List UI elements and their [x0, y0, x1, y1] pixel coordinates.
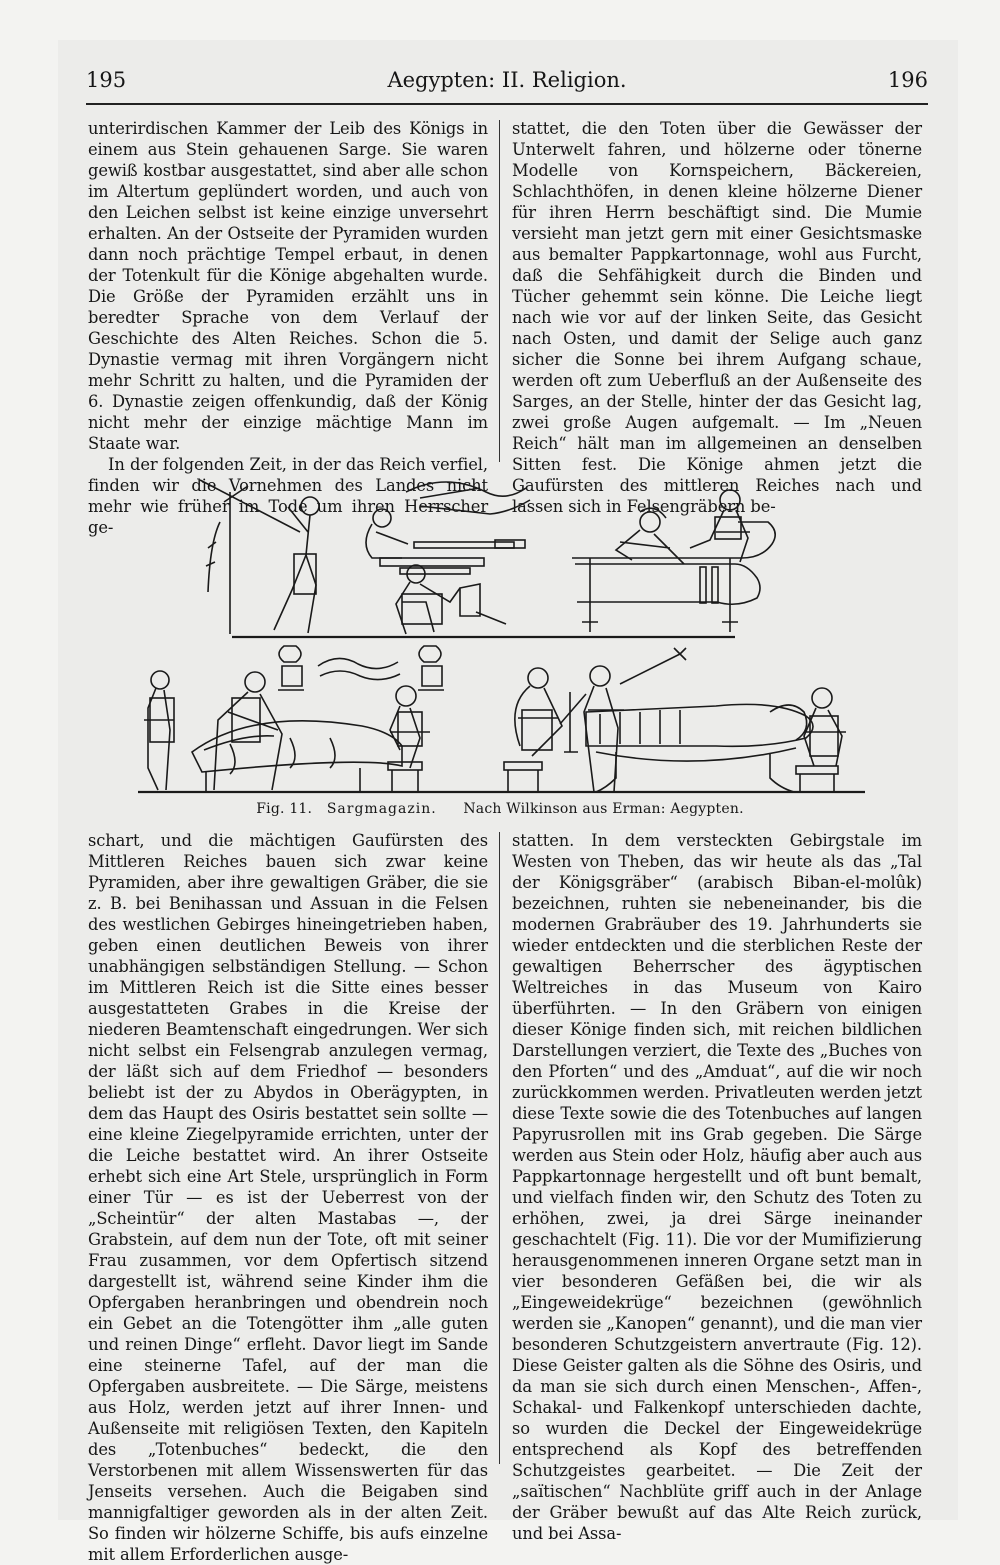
paragraph: In der folgenden Zeit, in der das Reich verfiel, finden wir die Vornehmen des Landes nicht mehr wie früher im Tode um ihren Herrscher ge- [88, 455, 488, 537]
column-top-left [88, 118, 488, 537]
paragraph: statten. In dem versteckten Gebirgstale im Westen von Theben, das wir heute als das „Tal der Königsgräber“ (arabisch Biban-el-molûk) bezeichnen, ruhten sie nebeneinander, bis die modernen Grabräuber des 19. Jahrhunderts sie wieder entdeckten und die sterblichen Reste der gewaltigen Beherrscher des ägyptischen Weltreiches in das Museum von Kairo überführten. — In den Gräbern von einigen dieser Könige finden sich, mit reichen bildlichen Darstellungen verziert, die Texte des „Buches von den Pforten“ und des „Amduat“, auf die wir noch zurückkommen werden. Privatleuten werden jetzt diese Texte sowie die des Totenbuches auf langen Papyrusrollen mit ins Grab gegeben. Die Särge werden aus Stein oder Holz, häufig aber auch aus Pappkartonnage hergestellt und oft bunt bemalt, und vielfach finden wir, den Schutz des Toten zu erhöhen, zwei, ja drei Särge ineinander geschachtelt (Fig. 11). Die vor der Mumifizierung herausgenommenen inneren Organe setzt man in vier besonderen Gefäßen bei, die wir als „Eingeweidekrüge“ bezeichnen (gewöhnlich werden sie „Kanopen“ genannt), und die man vier besonderen Schutzgeistern anvertraute (Fig. 12). Diese Geister galten als die Söhne des Osiris, und da man sie sich durch einen Menschen-, Affen-, Schakal- und Falkenkopf unterschieden dachte, so wurden die Deckel der Eingeweidekrüge entsprechend als Kopf des betreffenden Schutzgeistes gearbeitet. — Die Zeit der „saïtischen“ Nachblüte griff auch in der Anlage der Gräber bewußt auf das Alte Reich zurück, und bei Assa- [512, 831, 922, 1543]
figure-source: Nach Wilkinson aus Erman: Aegypten. [463, 801, 744, 817]
coffin-workshop-illustration [120, 462, 880, 797]
paragraph: schart, und die mächtigen Gaufürsten des Mittleren Reiches bauen sich zwar keine Pyramiden, aber ihre gewaltigen Gräber, die sie z. B. bei Benihassan und Assuan in die Felsen des westlichen Gebirges hineingetrieben haben, geben einen deutlichen Beweis von ihrer unabhängigen selbständigen Stellung. — Schon im Mittleren Reich ist die Sitte eines besser ausgestatteten Grabes in die Kreise der niederen Beamtenschaft eingedrungen. Wer sich nicht selbst ein Felsengrab anzulegen vermag, der läßt sich auf dem Friedhof — besonders beliebt ist der zu Abydos in Oberägypten, in dem das Haupt des Osiris bestattet sein sollte — eine kleine Ziegelpyramide errichten, unter der die Leiche bestattet wird. An ihrer Ostseite erhebt sich eine Art Stele, ursprünglich in Form einer Tür — es ist der Ueberrest von der „Scheintür“ der alten Mastabas —, der Grabstein, auf dem nun der Tote, oft mit seiner Frau zusammen, vor dem Opfertisch sitzend dargestellt ist, während seine Kinder ihm die Opfergaben heranbringen und obendrein noch ein Gebet an die Totengötter ihm „alle guten und reinen Dinge“ erfleht. Davor liegt im Sande eine steinerne Tafel, auf der man die Opfergaben ausbreitete. — Die Särge, meistens aus Holz, werden jetzt auf ihrer Innen- und Außenseite mit religiösen Texten, den Kapiteln des „Totenbuches“ bedeckt, die den Verstorbenen mit allem Wissenswerten für das Jenseits versehen. Auch die Beigaben sind mannigfaltiger geworden als in der alten Zeit. So finden wir hölzerne Schiffe, bis aufs einzelne mit allem Erforderlichen ausge- [88, 831, 488, 1564]
figure-illustration [120, 462, 880, 797]
column-divider [499, 832, 500, 1464]
running-header [86, 68, 928, 102]
page-number-right: 196 [887, 68, 928, 92]
page-number-left: 195 [86, 68, 127, 92]
figure-number: Fig. 11. [256, 801, 313, 817]
column-bottom-right [512, 830, 922, 1543]
header-rule [86, 103, 928, 105]
column-divider [499, 120, 500, 462]
paragraph: stattet, die den Toten über die Gewässer der Unterwelt fahren, und hölzerne oder tönerne Modelle von Kornspeichern, Bäckereien, Schlachthöfen, in denen kleine hölzerne Diener für ihren Herrn beschäftigt sind. Die Mumie versieht man jetzt gern mit einer Gesichtsmaske aus bemalter Pappkartonnage, wohl aus Furcht, daß die Sehfähigkeit durch die Binden und Tücher gehemmt sein könne. Die Leiche liegt nach wie vor auf der linken Seite, das Gesicht nach Osten, und damit der Selige auch ganz sicher die Sonne bei ihrem Aufgang schaue, werden oft zum Ueberfluß an der Außenseite des Sarges, an der Stelle, hinter der das Gesicht lag, zwei große Augen aufgemalt. — Im „Neuen Reich“ hält man im allgemeinen an denselben Sitten fest. Die Könige ahmen jetzt die Gaufürsten des mittleren Reiches nach und lassen sich in Felsengräbern be- [512, 119, 922, 516]
paragraph: unterirdischen Kammer der Leib des Königs in einem aus Stein gehauenen Sarge. Sie waren gewiß kostbar ausgestattet, sind aber alle schon im Altertum geplündert worden, und auch von den Leichen selbst ist keine einzige unversehrt erhalten. An der Ostseite der Pyramiden wurden dann noch prächtige Tempel erbaut, in denen der Totenkult für die Könige abgehalten wurde. Die Größe der Pyramiden erzählt uns in beredter Sprache von dem Verlauf der Geschichte des Alten Reiches. Schon die 5. Dynastie vermag mit ihren Vorgängern nicht mehr Schritt zu halten, und die Pyramiden der 6. Dynastie zeigen offenkundig, daß der König nicht mehr der einzige mächtige Mann im Staate war. [88, 119, 488, 453]
column-top-right [512, 118, 922, 516]
figure-caption [200, 801, 800, 817]
column-bottom-left [88, 830, 488, 1564]
figure-title: Sargmagazin. [326, 801, 437, 817]
running-title: Aegypten: II. Religion. [387, 68, 627, 92]
